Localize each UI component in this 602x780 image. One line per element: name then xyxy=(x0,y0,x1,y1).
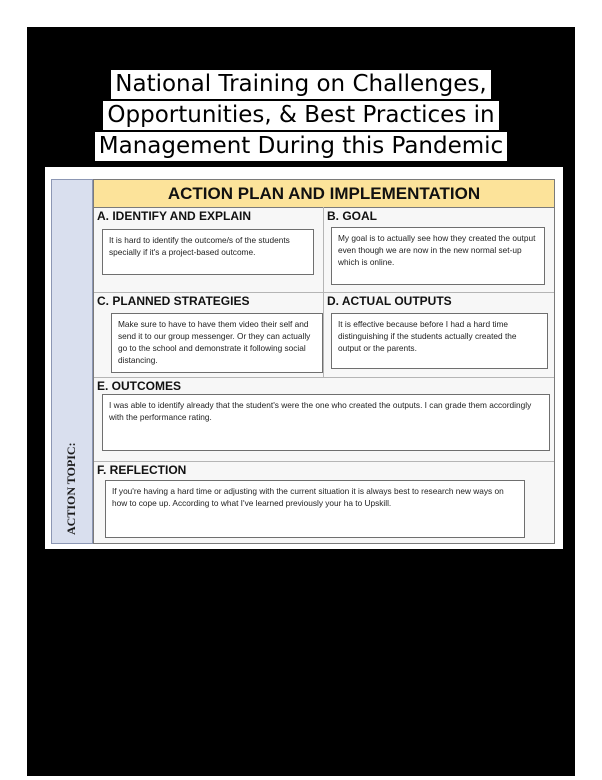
goal-text: My goal is to actually see how they created the output even though we are now in the new normal set-up which is online. xyxy=(331,227,545,285)
action-plan-table xyxy=(93,179,555,544)
reflection-text: If you're having a hard time or adjusting with the current situation it is always best to research new ways on how to cope up. According to what I've learned previously your ha to Upskill. xyxy=(105,480,525,538)
title-line-2: Opportunities, & Best Practices in xyxy=(103,101,498,130)
document-title xyxy=(60,70,542,163)
section-strategies xyxy=(94,292,323,377)
outcomes-title: E. OUTCOMES xyxy=(97,379,182,393)
title-line-3: Management During this Pandemic xyxy=(95,132,507,161)
row-outcomes xyxy=(94,377,554,462)
outcomes-text: I was able to identify already that the student's were the one who created the outputs. I can grade them accordingly with the performance rating. xyxy=(102,394,550,451)
strategies-title: C. PLANNED STRATEGIES xyxy=(97,294,250,308)
title-line-1: National Training on Challenges, xyxy=(111,70,490,99)
row-strategies-outputs xyxy=(94,292,554,378)
section-outputs xyxy=(324,292,554,377)
reflection-title: F. REFLECTION xyxy=(97,463,187,477)
section-goal xyxy=(324,207,554,292)
strategies-text: Make sure to have to have them video their self and send it to our group messenger. Or they can actually go to the school and demonstrate it following social distancing. xyxy=(111,313,323,373)
identify-text: It is hard to identify the outcome/s of the students specially if it's a project-based outcome. xyxy=(102,229,314,275)
section-identify xyxy=(94,207,323,292)
action-topic-label: ACTION TOPIC: xyxy=(64,442,78,535)
outputs-text: It is effective because before I had a hard time distinguishing if the students actually created the output or the parents. xyxy=(331,313,548,369)
identify-title: A. IDENTIFY AND EXPLAIN xyxy=(97,209,252,223)
action-topic-sidebar xyxy=(51,179,93,544)
row-identify-goal xyxy=(94,207,554,293)
goal-title: B. GOAL xyxy=(327,209,377,223)
action-plan-header: ACTION PLAN AND IMPLEMENTATION xyxy=(94,180,554,208)
action-plan-card xyxy=(45,167,563,549)
outputs-title: D. ACTUAL OUTPUTS xyxy=(327,294,452,308)
row-reflection xyxy=(94,461,554,543)
